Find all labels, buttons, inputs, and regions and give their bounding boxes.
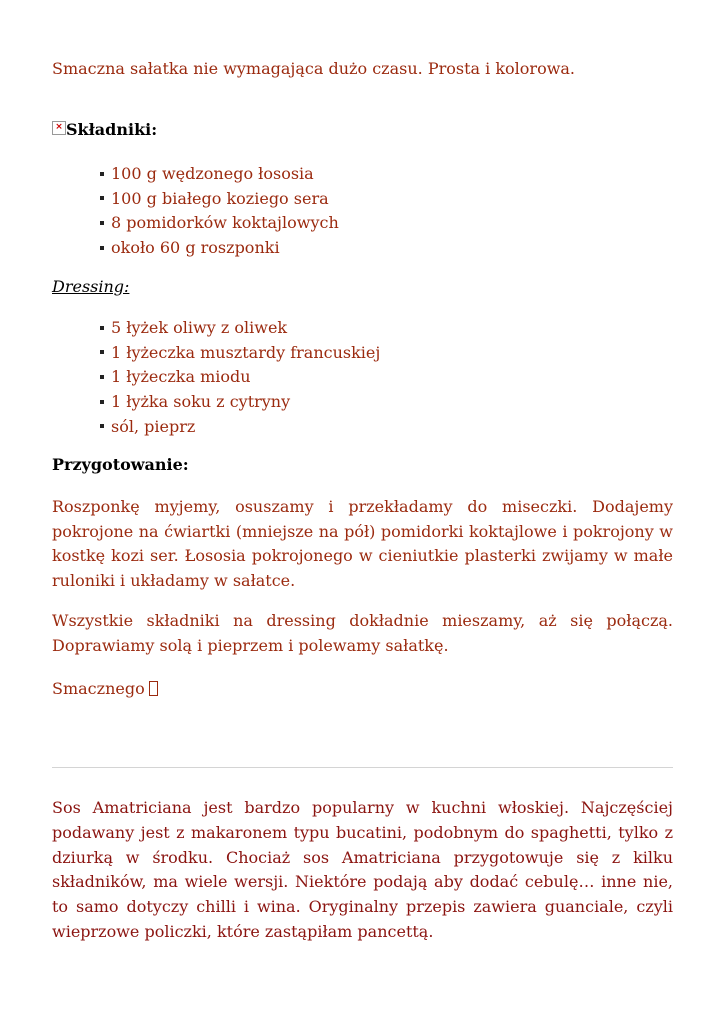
post-separator <box>52 767 673 768</box>
ingredients-heading-text: Składniki: <box>66 120 158 139</box>
list-item: 100 g białego koziego sera <box>100 187 339 212</box>
closing-text: Smacznego <box>52 679 145 698</box>
preparation-paragraph: Wszystkie składniki na dressing dokładnie mieszamy, aż się połączą. Doprawiamy solą i pieprzem i polewamy sałatkę. <box>52 611 673 655</box>
list-item: około 60 g roszponki <box>100 236 339 261</box>
closing-line <box>52 677 673 702</box>
ingredients-heading <box>52 118 157 142</box>
list-item: 1 łyżeczka miodu <box>100 365 380 390</box>
list-item: 5 łyżek oliwy z oliwek <box>100 316 380 341</box>
preparation-heading: Przygotowanie: <box>52 455 189 474</box>
list-item: 1 łyżka soku z cytryny <box>100 390 380 415</box>
next-post-intro: Sos Amatriciana jest bardzo popularny w kuchni włoskiej. Najczęściej podawany jest z makaronem typu bucatini, podobnym do spaghetti, tylko z dziurką w środku. Chociaż sos Amatriciana przygotowuje się z kilku składników, ma wiele wersji. Niektóre podają aby dodać cebulę… inne nie, to samo dotyczy chilli i wina. Oryginalny przepis zawiera guanciale, czyli wieprzowe policzki, które zastąpiłam pancettą. <box>52 798 673 941</box>
list-item: sól, pieprz <box>100 415 380 440</box>
post-intro: Smaczna sałatka nie wymagająca dużo czasu. Prosta i kolorowa. <box>52 59 576 78</box>
dressing-heading: Dressing: <box>52 277 130 296</box>
ingredients-list <box>100 162 339 261</box>
missing-emoji-icon <box>149 681 158 696</box>
list-item: 1 łyżeczka musztardy francuskiej <box>100 341 380 366</box>
list-item: 8 pomidorków koktajlowych <box>100 211 339 236</box>
preparation-paragraph: Roszponkę myjemy, osuszamy i przekładamy do miseczki. Dodajemy pokrojone na ćwiartki (mniejsze na pół) pomidorki koktajlowe i pokrojony w kostkę kozi ser. Łososia pokrojonego w cieniutkie plasterki zwijamy w małe ruloniki i układamy w sałatce. <box>52 497 673 590</box>
broken-image-icon: × <box>52 121 66 135</box>
dressing-list <box>100 316 380 439</box>
list-item: 100 g wędzonego łososia <box>100 162 339 187</box>
